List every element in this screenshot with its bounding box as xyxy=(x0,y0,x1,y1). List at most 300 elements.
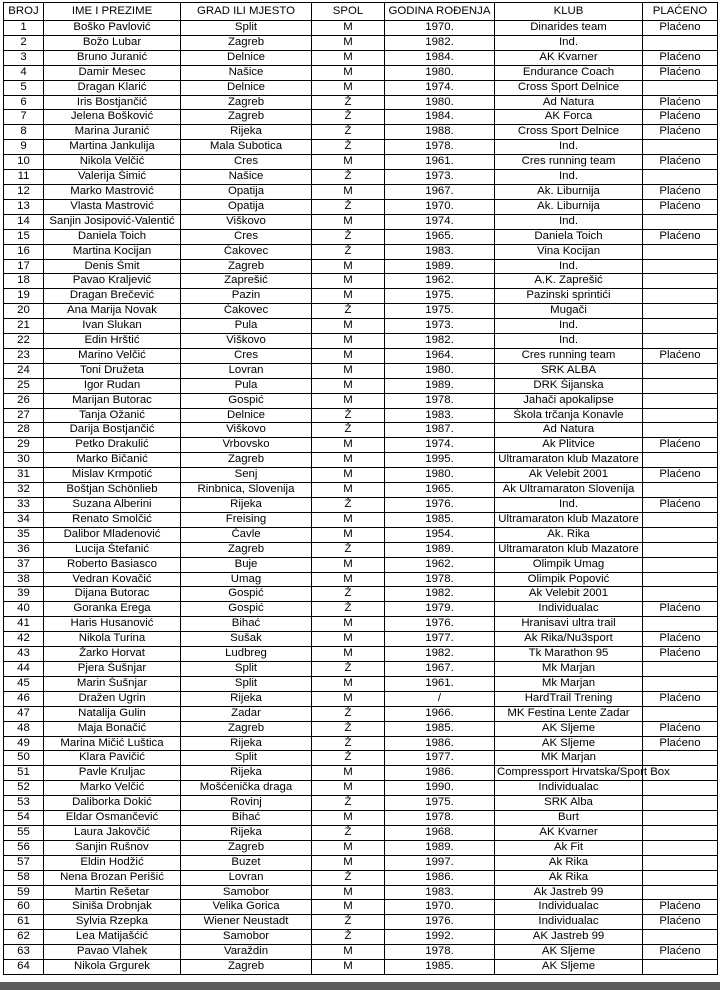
birth-year-cell: 1965. xyxy=(385,229,495,244)
name-cell: Dijana Butorac xyxy=(44,587,181,602)
broj-cell: 42 xyxy=(4,632,44,647)
paid-cell: Plaćeno xyxy=(643,498,718,513)
club-cell: MK Marjan xyxy=(495,751,643,766)
gender-cell: M xyxy=(312,348,385,363)
city-cell: Gospić xyxy=(181,587,312,602)
club-cell: Individualac xyxy=(495,900,643,915)
name-cell: Daniela Toich xyxy=(44,229,181,244)
table-row xyxy=(4,468,718,483)
paid-cell xyxy=(643,870,718,885)
paid-cell xyxy=(643,334,718,349)
paid-cell xyxy=(643,781,718,796)
table-row xyxy=(4,348,718,363)
gender-cell: M xyxy=(312,647,385,662)
gender-cell: Ž xyxy=(312,498,385,513)
paid-cell: Plaćeno xyxy=(643,50,718,65)
birth-year-cell: 1987. xyxy=(385,423,495,438)
name-cell: Pavao Vlahek xyxy=(44,945,181,960)
broj-cell: 16 xyxy=(4,244,44,259)
broj-cell: 10 xyxy=(4,155,44,170)
gender-cell: M xyxy=(312,65,385,80)
city-cell: Ludbreg xyxy=(181,647,312,662)
paid-cell xyxy=(643,378,718,393)
gender-cell: M xyxy=(312,363,385,378)
club-cell: Ultramaraton klub Mazatore xyxy=(495,512,643,527)
table-row xyxy=(4,825,718,840)
paid-cell: Plaćeno xyxy=(643,468,718,483)
club-cell: Ind. xyxy=(495,319,643,334)
city-cell: Zagreb xyxy=(181,960,312,975)
gender-cell: M xyxy=(312,378,385,393)
table-row xyxy=(4,796,718,811)
gender-cell: Ž xyxy=(312,870,385,885)
broj-cell: 51 xyxy=(4,766,44,781)
broj-cell: 22 xyxy=(4,334,44,349)
broj-cell: 38 xyxy=(4,572,44,587)
broj-cell: 35 xyxy=(4,527,44,542)
broj-cell: 32 xyxy=(4,483,44,498)
gender-cell: Ž xyxy=(312,244,385,259)
city-cell: Split xyxy=(181,751,312,766)
name-cell: Lea Matijašćić xyxy=(44,930,181,945)
city-cell: Zagreb xyxy=(181,453,312,468)
paid-cell: Plaćeno xyxy=(643,95,718,110)
city-cell: Čakovec xyxy=(181,244,312,259)
name-cell: Natalija Gulin xyxy=(44,706,181,721)
city-cell: Velika Gorica xyxy=(181,900,312,915)
broj-cell: 8 xyxy=(4,125,44,140)
name-cell: Žarko Horvat xyxy=(44,647,181,662)
paid-cell: Plaćeno xyxy=(643,691,718,706)
broj-cell: 55 xyxy=(4,825,44,840)
broj-cell: 39 xyxy=(4,587,44,602)
city-cell: Sušak xyxy=(181,632,312,647)
city-cell: Zagreb xyxy=(181,542,312,557)
paid-cell: Plaćeno xyxy=(643,900,718,915)
birth-year-cell: 1977. xyxy=(385,632,495,647)
city-cell: Samobor xyxy=(181,885,312,900)
club-cell: AK Sljeme xyxy=(495,960,643,975)
club-cell: Ak. Liburnija xyxy=(495,199,643,214)
paid-cell: Plaćeno xyxy=(643,647,718,662)
name-cell: Maja Bonačić xyxy=(44,721,181,736)
city-cell: Buje xyxy=(181,557,312,572)
paid-cell xyxy=(643,80,718,95)
name-cell: Petko Drakulić xyxy=(44,438,181,453)
club-cell: Ind. xyxy=(495,140,643,155)
broj-cell: 2 xyxy=(4,35,44,50)
gender-cell: M xyxy=(312,840,385,855)
broj-cell: 52 xyxy=(4,781,44,796)
table-row xyxy=(4,498,718,513)
broj-cell: 47 xyxy=(4,706,44,721)
table-row xyxy=(4,781,718,796)
club-cell: SRK Alba xyxy=(495,796,643,811)
participants-table xyxy=(3,2,718,975)
city-cell: Delnice xyxy=(181,50,312,65)
table-row xyxy=(4,438,718,453)
paid-cell: Plaćeno xyxy=(643,915,718,930)
birth-year-cell: 1975. xyxy=(385,796,495,811)
birth-year-cell: 1966. xyxy=(385,706,495,721)
city-cell: Zagreb xyxy=(181,840,312,855)
city-cell: Wiener Neustadt xyxy=(181,915,312,930)
club-cell: Vina Kocijan xyxy=(495,244,643,259)
gender-cell: M xyxy=(312,512,385,527)
paid-cell xyxy=(643,140,718,155)
gender-cell: M xyxy=(312,811,385,826)
table-row xyxy=(4,334,718,349)
birth-year-cell: 1970. xyxy=(385,900,495,915)
broj-cell: 21 xyxy=(4,319,44,334)
club-cell: AK Forca xyxy=(495,110,643,125)
name-cell: Lucija Štefanić xyxy=(44,542,181,557)
club-cell: AK Sljeme xyxy=(495,721,643,736)
paid-cell xyxy=(643,453,718,468)
birth-year-cell: 1980. xyxy=(385,95,495,110)
city-cell: Zadar xyxy=(181,706,312,721)
club-cell: Cross Sport Delnice xyxy=(495,125,643,140)
city-cell: Rijeka xyxy=(181,498,312,513)
paid-cell xyxy=(643,617,718,632)
name-cell: Ivan Slukan xyxy=(44,319,181,334)
birth-year-cell: 1978. xyxy=(385,811,495,826)
name-cell: Vedran Kovačić xyxy=(44,572,181,587)
club-cell: AK Kvarner xyxy=(495,50,643,65)
birth-year-cell: 1985. xyxy=(385,512,495,527)
gender-cell: Ž xyxy=(312,110,385,125)
birth-year-cell: 1979. xyxy=(385,602,495,617)
table-row xyxy=(4,542,718,557)
paid-cell xyxy=(643,557,718,572)
paid-cell: Plaćeno xyxy=(643,199,718,214)
birth-year-cell: 1985. xyxy=(385,721,495,736)
club-cell: DRK Šijanska xyxy=(495,378,643,393)
birth-year-cell: 1974. xyxy=(385,438,495,453)
name-cell: Siniša Drobnjak xyxy=(44,900,181,915)
gender-cell: M xyxy=(312,289,385,304)
paid-cell xyxy=(643,304,718,319)
city-cell: Cres xyxy=(181,348,312,363)
birth-year-cell: 1992. xyxy=(385,930,495,945)
broj-cell: 25 xyxy=(4,378,44,393)
birth-year-cell: 1982. xyxy=(385,334,495,349)
paid-cell xyxy=(643,825,718,840)
city-cell: Samobor xyxy=(181,930,312,945)
name-cell: Igor Rudan xyxy=(44,378,181,393)
name-cell: Mislav Krmpotić xyxy=(44,468,181,483)
name-cell: Eldar Osmančević xyxy=(44,811,181,826)
paid-cell xyxy=(643,840,718,855)
gender-cell: Ž xyxy=(312,199,385,214)
table-row xyxy=(4,125,718,140)
name-cell: Marina Mičić Luštica xyxy=(44,736,181,751)
name-cell: Vlasta Mastrović xyxy=(44,199,181,214)
club-cell: Ak Jastreb 99 xyxy=(495,885,643,900)
city-cell: Zagreb xyxy=(181,35,312,50)
broj-cell: 60 xyxy=(4,900,44,915)
table-row xyxy=(4,155,718,170)
birth-year-cell: 1967. xyxy=(385,184,495,199)
gender-cell: M xyxy=(312,259,385,274)
paid-cell xyxy=(643,214,718,229)
broj-cell: 64 xyxy=(4,960,44,975)
name-cell: Goranka Erega xyxy=(44,602,181,617)
name-cell: Marko Mastrović xyxy=(44,184,181,199)
birth-year-cell: 1989. xyxy=(385,259,495,274)
table-row xyxy=(4,930,718,945)
gender-cell: M xyxy=(312,885,385,900)
table-row xyxy=(4,647,718,662)
table-row xyxy=(4,393,718,408)
birth-year-cell: 1962. xyxy=(385,274,495,289)
club-cell: Ak. Liburnija xyxy=(495,184,643,199)
broj-cell: 20 xyxy=(4,304,44,319)
name-cell: Edin Hrštić xyxy=(44,334,181,349)
city-cell: Čavle xyxy=(181,527,312,542)
gender-cell: Ž xyxy=(312,751,385,766)
birth-year-cell: 1983. xyxy=(385,244,495,259)
paid-cell xyxy=(643,811,718,826)
club-cell: Ak Rika/Nu3sport xyxy=(495,632,643,647)
gender-cell: Ž xyxy=(312,706,385,721)
city-cell: Viškovo xyxy=(181,423,312,438)
broj-cell: 9 xyxy=(4,140,44,155)
birth-year-cell: 1978. xyxy=(385,140,495,155)
club-cell: Ind. xyxy=(495,35,643,50)
club-cell: Ind. xyxy=(495,498,643,513)
birth-year-cell: 1974. xyxy=(385,80,495,95)
name-cell: Dragan Klarić xyxy=(44,80,181,95)
club-cell: Daniela Toich xyxy=(495,229,643,244)
club-cell: Ind. xyxy=(495,214,643,229)
city-cell: Vrbovsko xyxy=(181,438,312,453)
gender-cell: M xyxy=(312,766,385,781)
paid-cell: Plaćeno xyxy=(643,21,718,36)
club-cell: HardTrail Trening xyxy=(495,691,643,706)
table-row xyxy=(4,140,718,155)
city-cell: Pula xyxy=(181,319,312,334)
paid-cell: Plaćeno xyxy=(643,125,718,140)
birth-year-cell: 1983. xyxy=(385,885,495,900)
table-row xyxy=(4,855,718,870)
table-row xyxy=(4,170,718,185)
table-row xyxy=(4,900,718,915)
city-cell: Mošćenička draga xyxy=(181,781,312,796)
header-broj: BROJ xyxy=(4,3,44,21)
club-cell: Ak Fit xyxy=(495,840,643,855)
name-cell: Daliborka Dokić xyxy=(44,796,181,811)
broj-cell: 1 xyxy=(4,21,44,36)
broj-cell: 18 xyxy=(4,274,44,289)
club-cell: Ak Ultramaraton Slovenija xyxy=(495,483,643,498)
paid-cell xyxy=(643,542,718,557)
club-cell: Hranisavi ultra trail xyxy=(495,617,643,632)
birth-year-cell: 1989. xyxy=(385,542,495,557)
club-cell: AK Jastreb 99 xyxy=(495,930,643,945)
name-cell: Suzana Alberini xyxy=(44,498,181,513)
name-cell: Nikola Velčić xyxy=(44,155,181,170)
city-cell: Rinbnica, Slovenija xyxy=(181,483,312,498)
table-row xyxy=(4,811,718,826)
table-row xyxy=(4,632,718,647)
broj-cell: 43 xyxy=(4,647,44,662)
gender-cell: M xyxy=(312,527,385,542)
table-row xyxy=(4,95,718,110)
club-cell: Ak Rika xyxy=(495,870,643,885)
birth-year-cell: 1986. xyxy=(385,766,495,781)
club-cell: SRK ALBA xyxy=(495,363,643,378)
paid-cell: Plaćeno xyxy=(643,348,718,363)
broj-cell: 31 xyxy=(4,468,44,483)
birth-year-cell: 1997. xyxy=(385,855,495,870)
club-cell: Olimpik Popović xyxy=(495,572,643,587)
paid-cell: Plaćeno xyxy=(643,602,718,617)
table-row xyxy=(4,557,718,572)
club-cell: Pazinski sprintići xyxy=(495,289,643,304)
paid-cell: Plaćeno xyxy=(643,229,718,244)
paid-cell xyxy=(643,423,718,438)
city-cell: Lovran xyxy=(181,870,312,885)
gender-cell: Ž xyxy=(312,542,385,557)
gender-cell: Ž xyxy=(312,140,385,155)
name-cell: Toni Družeta xyxy=(44,363,181,378)
gender-cell: Ž xyxy=(312,915,385,930)
club-cell: Ind. xyxy=(495,334,643,349)
paid-cell: Plaćeno xyxy=(643,155,718,170)
city-cell: Zagreb xyxy=(181,110,312,125)
club-cell: Mk Marjan xyxy=(495,676,643,691)
broj-cell: 3 xyxy=(4,50,44,65)
gender-cell: M xyxy=(312,21,385,36)
birth-year-cell: 1995. xyxy=(385,453,495,468)
name-cell: Martina Jankulija xyxy=(44,140,181,155)
city-cell: Bihać xyxy=(181,617,312,632)
city-cell: Zagreb xyxy=(181,721,312,736)
paid-cell: Plaćeno xyxy=(643,945,718,960)
broj-cell: 5 xyxy=(4,80,44,95)
birth-year-cell: 1973. xyxy=(385,170,495,185)
birth-year-cell: 1975. xyxy=(385,289,495,304)
header-row xyxy=(4,3,718,21)
header-grad-ili-mjesto: GRAD ILI MJESTO xyxy=(181,3,312,21)
city-cell: Rijeka xyxy=(181,825,312,840)
birth-year-cell: 1967. xyxy=(385,661,495,676)
club-cell: Ak Velebit 2001 xyxy=(495,468,643,483)
city-cell: Gospić xyxy=(181,602,312,617)
name-cell: Ana Marija Novak xyxy=(44,304,181,319)
city-cell: Rovinj xyxy=(181,796,312,811)
club-cell: Individualac xyxy=(495,602,643,617)
gender-cell: M xyxy=(312,855,385,870)
name-cell: Darija Bostjančić xyxy=(44,423,181,438)
club-cell: Burt xyxy=(495,811,643,826)
table-row xyxy=(4,602,718,617)
table-row xyxy=(4,483,718,498)
table-row xyxy=(4,945,718,960)
broj-cell: 23 xyxy=(4,348,44,363)
table-row xyxy=(4,572,718,587)
name-cell: Nikola Grgurek xyxy=(44,960,181,975)
paid-cell: Plaćeno xyxy=(643,65,718,80)
table-row xyxy=(4,65,718,80)
club-cell: Ak Plitvice xyxy=(495,438,643,453)
gender-cell: M xyxy=(312,453,385,468)
name-cell: Dragan Brečević xyxy=(44,289,181,304)
paid-cell xyxy=(643,319,718,334)
paid-cell: Plaćeno xyxy=(643,110,718,125)
club-cell: Ultramaraton klub Mazatore xyxy=(495,542,643,557)
city-cell: Buzet xyxy=(181,855,312,870)
broj-cell: 30 xyxy=(4,453,44,468)
table-row xyxy=(4,766,718,781)
paid-cell xyxy=(643,512,718,527)
club-cell: Mugači xyxy=(495,304,643,319)
broj-cell: 17 xyxy=(4,259,44,274)
table-row xyxy=(4,199,718,214)
table-row xyxy=(4,378,718,393)
broj-cell: 59 xyxy=(4,885,44,900)
paid-cell xyxy=(643,289,718,304)
broj-cell: 44 xyxy=(4,661,44,676)
name-cell: Pavle Kruljac xyxy=(44,766,181,781)
table-row xyxy=(4,691,718,706)
name-cell: Marina Juranić xyxy=(44,125,181,140)
birth-year-cell: 1961. xyxy=(385,676,495,691)
club-cell: A.K. Zaprešić xyxy=(495,274,643,289)
club-cell: Škola trčanja Konavle xyxy=(495,408,643,423)
paid-cell xyxy=(643,855,718,870)
table-row xyxy=(4,423,718,438)
paid-cell xyxy=(643,676,718,691)
birth-year-cell: 1986. xyxy=(385,870,495,885)
broj-cell: 46 xyxy=(4,691,44,706)
city-cell: Freising xyxy=(181,512,312,527)
broj-cell: 62 xyxy=(4,930,44,945)
city-cell: Rijeka xyxy=(181,766,312,781)
header-placeno: PLAĆENO xyxy=(643,3,718,21)
table-row xyxy=(4,751,718,766)
table-row xyxy=(4,50,718,65)
name-cell: Martin Rešetar xyxy=(44,885,181,900)
club-cell: MK Festina Lente Zadar xyxy=(495,706,643,721)
gender-cell: M xyxy=(312,35,385,50)
paid-cell xyxy=(643,960,718,975)
gender-cell: M xyxy=(312,50,385,65)
broj-cell: 45 xyxy=(4,676,44,691)
name-cell: Iris Bostjančić xyxy=(44,95,181,110)
table-row xyxy=(4,661,718,676)
name-cell: Pavao Kraljević xyxy=(44,274,181,289)
city-cell: Opatija xyxy=(181,199,312,214)
name-cell: Haris Husanović xyxy=(44,617,181,632)
city-cell: Rijeka xyxy=(181,736,312,751)
name-cell: Božo Lubar xyxy=(44,35,181,50)
broj-cell: 58 xyxy=(4,870,44,885)
city-cell: Rijeka xyxy=(181,125,312,140)
city-cell: Mala Subotica xyxy=(181,140,312,155)
broj-cell: 50 xyxy=(4,751,44,766)
gender-cell: M xyxy=(312,960,385,975)
birth-year-cell: 1978. xyxy=(385,393,495,408)
city-cell: Rijeka xyxy=(181,691,312,706)
city-cell: Senj xyxy=(181,468,312,483)
broj-cell: 4 xyxy=(4,65,44,80)
club-cell: Ak Rika xyxy=(495,855,643,870)
broj-cell: 24 xyxy=(4,363,44,378)
birth-year-cell: 1975. xyxy=(385,304,495,319)
city-cell: Delnice xyxy=(181,408,312,423)
